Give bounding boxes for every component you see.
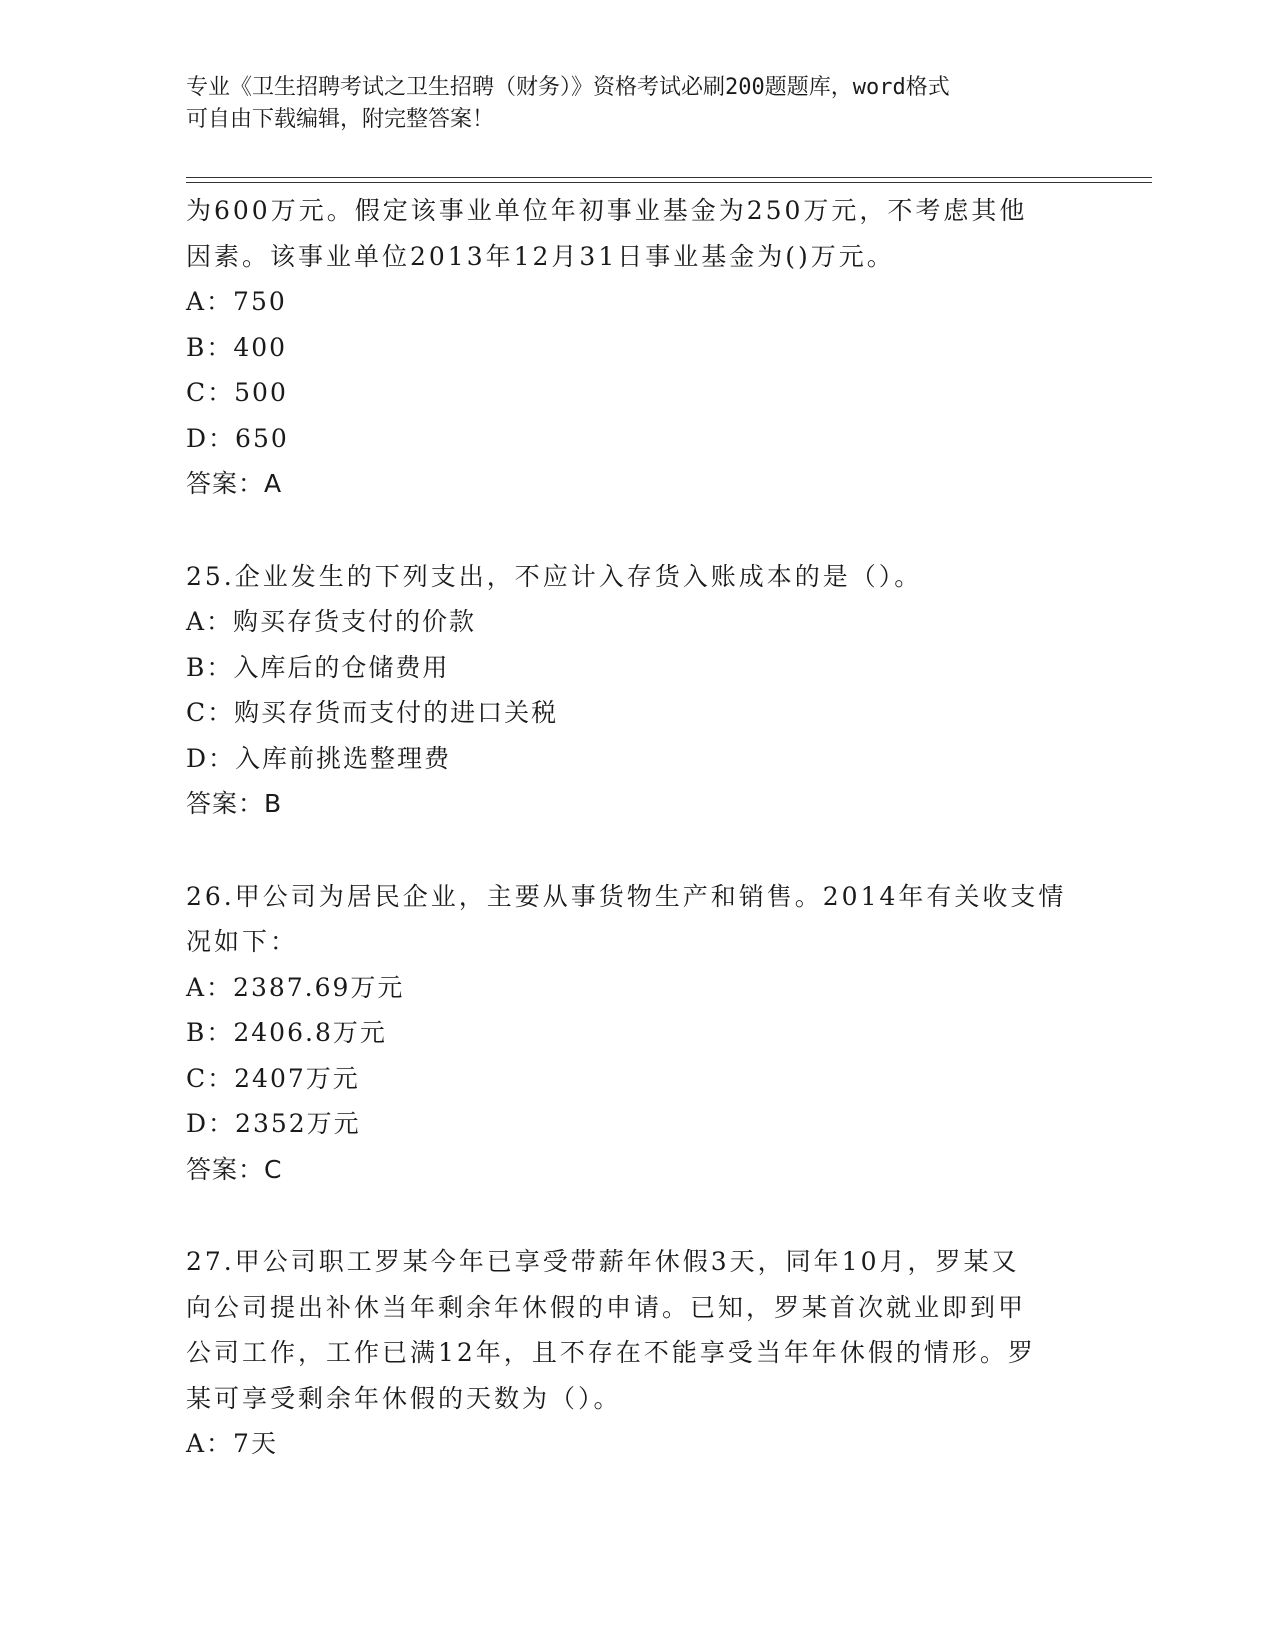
question-24: [186, 188, 1086, 507]
document-body: [186, 188, 1086, 1467]
spacer: [186, 827, 1086, 874]
option-c: C：500: [186, 378, 288, 407]
option-c: C：购买存货而支付的进口关税: [186, 698, 559, 727]
spacer: [186, 1192, 1086, 1239]
question-text-line: 因素。该事业单位2013年12月31日事业基金为()万元。: [186, 241, 895, 271]
option-b: B：400: [186, 332, 288, 362]
option-a: A：2387.69万元: [186, 972, 405, 1002]
header-line-2: 可自由下载编辑，附完整答案！: [186, 107, 495, 132]
header-divider-bottom: [186, 182, 1152, 183]
answer: 答案：B: [186, 789, 283, 818]
header-line-1: 专业《卫生招聘考试之卫生招聘（财务）》资格考试必刷200题题库，word格式: [186, 75, 950, 100]
question-text-line: 况如下：: [186, 927, 299, 956]
option-c: C：2407万元: [186, 1063, 360, 1093]
question-25: [186, 554, 1086, 827]
question-27: [186, 1239, 1086, 1467]
option-a: A：7天: [186, 1429, 278, 1458]
question-text-line: 为600万元。假定该事业单位年初事业基金为250万元，不考虑其他: [186, 196, 1028, 225]
question-text-line: 27.甲公司职工罗某今年已享受带薪年休假3天，同年10月，罗某又: [186, 1247, 1020, 1276]
document-header: [186, 72, 1106, 136]
question-text-line: 向公司提出补休当年剩余年休假的申请。已知，罗某首次就业即到甲: [186, 1292, 1027, 1322]
question-text-line: 公司工作，工作已满12年，且不存在不能享受当年年休假的情形。罗: [186, 1338, 1036, 1367]
answer: 答案：C: [186, 1154, 283, 1184]
option-a: A：购买存货支付的价款: [186, 607, 477, 636]
answer: 答案：A: [186, 469, 283, 498]
question-text-line: 25.企业发生的下列支出，不应计入存货入账成本的是（）。: [186, 561, 923, 591]
option-d: D：入库前挑选整理费: [186, 743, 452, 773]
question-text-line: 某可享受剩余年休假的天数为（）。: [186, 1383, 622, 1413]
option-b: B：入库后的仓储费用: [186, 652, 450, 682]
header-divider-top: [186, 177, 1152, 178]
option-d: D：2352万元: [186, 1109, 361, 1138]
option-d: D：650: [186, 423, 289, 453]
question-26: [186, 874, 1086, 1193]
option-b: B：2406.8万元: [186, 1018, 387, 1047]
option-a: A：750: [186, 287, 287, 316]
spacer: [186, 507, 1086, 554]
question-text-line: 26.甲公司为居民企业，主要从事货物生产和销售。2014年有关收支情: [186, 881, 1067, 911]
